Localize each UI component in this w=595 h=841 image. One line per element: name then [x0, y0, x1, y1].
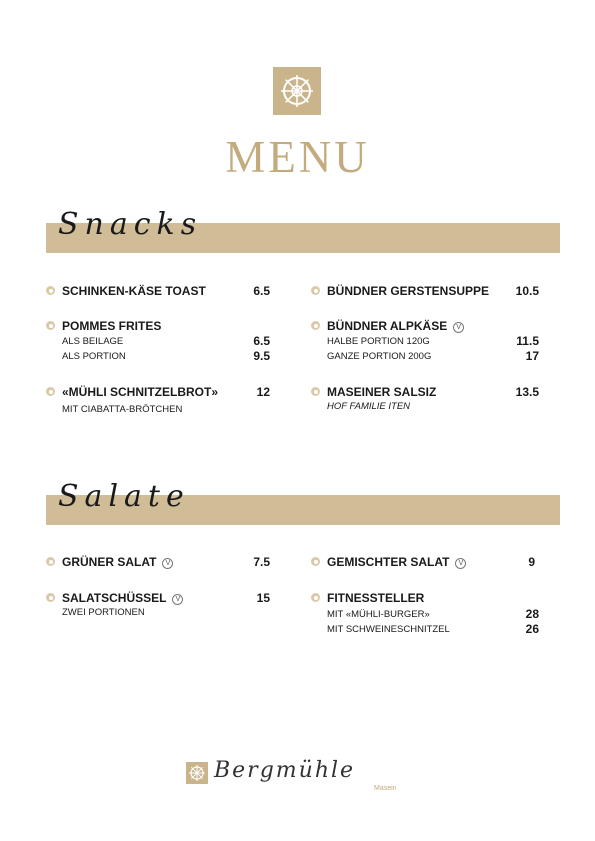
- item-sub-label: ALS BEILAGE: [62, 336, 124, 347]
- item-name: FITNESSTELLER: [327, 591, 425, 605]
- footer-place: Masein: [374, 785, 397, 792]
- bullet-icon: [46, 286, 55, 295]
- bullet-icon: [46, 387, 55, 396]
- item-price: 9: [528, 555, 535, 569]
- section-title-snacks: Snacks: [58, 207, 203, 242]
- item-sub-label: ZWEI PORTIONEN: [62, 607, 145, 618]
- item-name: GRÜNER SALAT: [62, 555, 157, 569]
- footer-logo-icon: [186, 762, 208, 784]
- vegetarian-icon: V: [172, 594, 183, 605]
- item-name: POMMES FRITES: [62, 319, 162, 333]
- bullet-icon: [311, 557, 320, 566]
- item-price: 7.5: [253, 555, 270, 569]
- vegetarian-icon: V: [162, 558, 173, 569]
- item-name: SALATSCHÜSSEL: [62, 591, 167, 605]
- item-sub-label: HALBE PORTION 120G: [327, 336, 430, 347]
- bullet-icon: [311, 593, 320, 602]
- item-price: 6.5: [253, 284, 270, 298]
- item-sub-price: 26: [525, 622, 539, 636]
- item-name: GEMISCHTER SALAT: [327, 555, 450, 569]
- item-sub-label: MIT SCHWEINESCHNITZEL: [327, 624, 450, 635]
- item-sub-price: 11.5: [516, 334, 539, 348]
- item-sub-price: 6.5: [253, 334, 270, 348]
- vegetarian-icon: V: [455, 558, 466, 569]
- item-name: MASEINER SALSIZ: [327, 385, 437, 399]
- bullet-icon: [311, 286, 320, 295]
- item-name: SCHINKEN-KÄSE TOAST: [62, 284, 206, 298]
- item-sub-price: 17: [525, 349, 539, 363]
- item-sub-label: GANZE PORTION 200G: [327, 351, 432, 362]
- page-title: MENU: [225, 132, 370, 182]
- bullet-icon: [311, 321, 320, 330]
- item-price: 10.5: [515, 284, 539, 298]
- bullet-icon: [46, 557, 55, 566]
- vegetarian-icon: V: [453, 322, 464, 333]
- item-price: 15: [256, 591, 270, 605]
- footer-brand: Bergmühle: [214, 758, 356, 783]
- bullet-icon: [46, 593, 55, 602]
- item-price: 12: [256, 385, 270, 399]
- item-name: BÜNDNER GERSTENSUPPE: [327, 284, 490, 298]
- item-sub-label: MIT «MÜHLI-BURGER»: [327, 609, 430, 620]
- bullet-icon: [46, 321, 55, 330]
- item-sub-price: 28: [525, 607, 539, 621]
- item-price: 13.5: [515, 385, 539, 399]
- item-name: «MÜHLI SCHNITZELBROT»: [62, 385, 218, 399]
- item-name: BÜNDNER ALPKÄSE: [327, 319, 448, 333]
- item-sub-label: HOF FAMILIE ITEN: [327, 401, 411, 412]
- section-title-salate: Salate: [58, 479, 190, 514]
- item-sub-price: 9.5: [253, 349, 270, 363]
- item-sub-label: MIT CIABATTA-BRÖTCHEN: [62, 404, 183, 415]
- item-sub-label: ALS PORTION: [62, 351, 126, 362]
- logo-icon: [273, 67, 321, 115]
- bullet-icon: [311, 387, 320, 396]
